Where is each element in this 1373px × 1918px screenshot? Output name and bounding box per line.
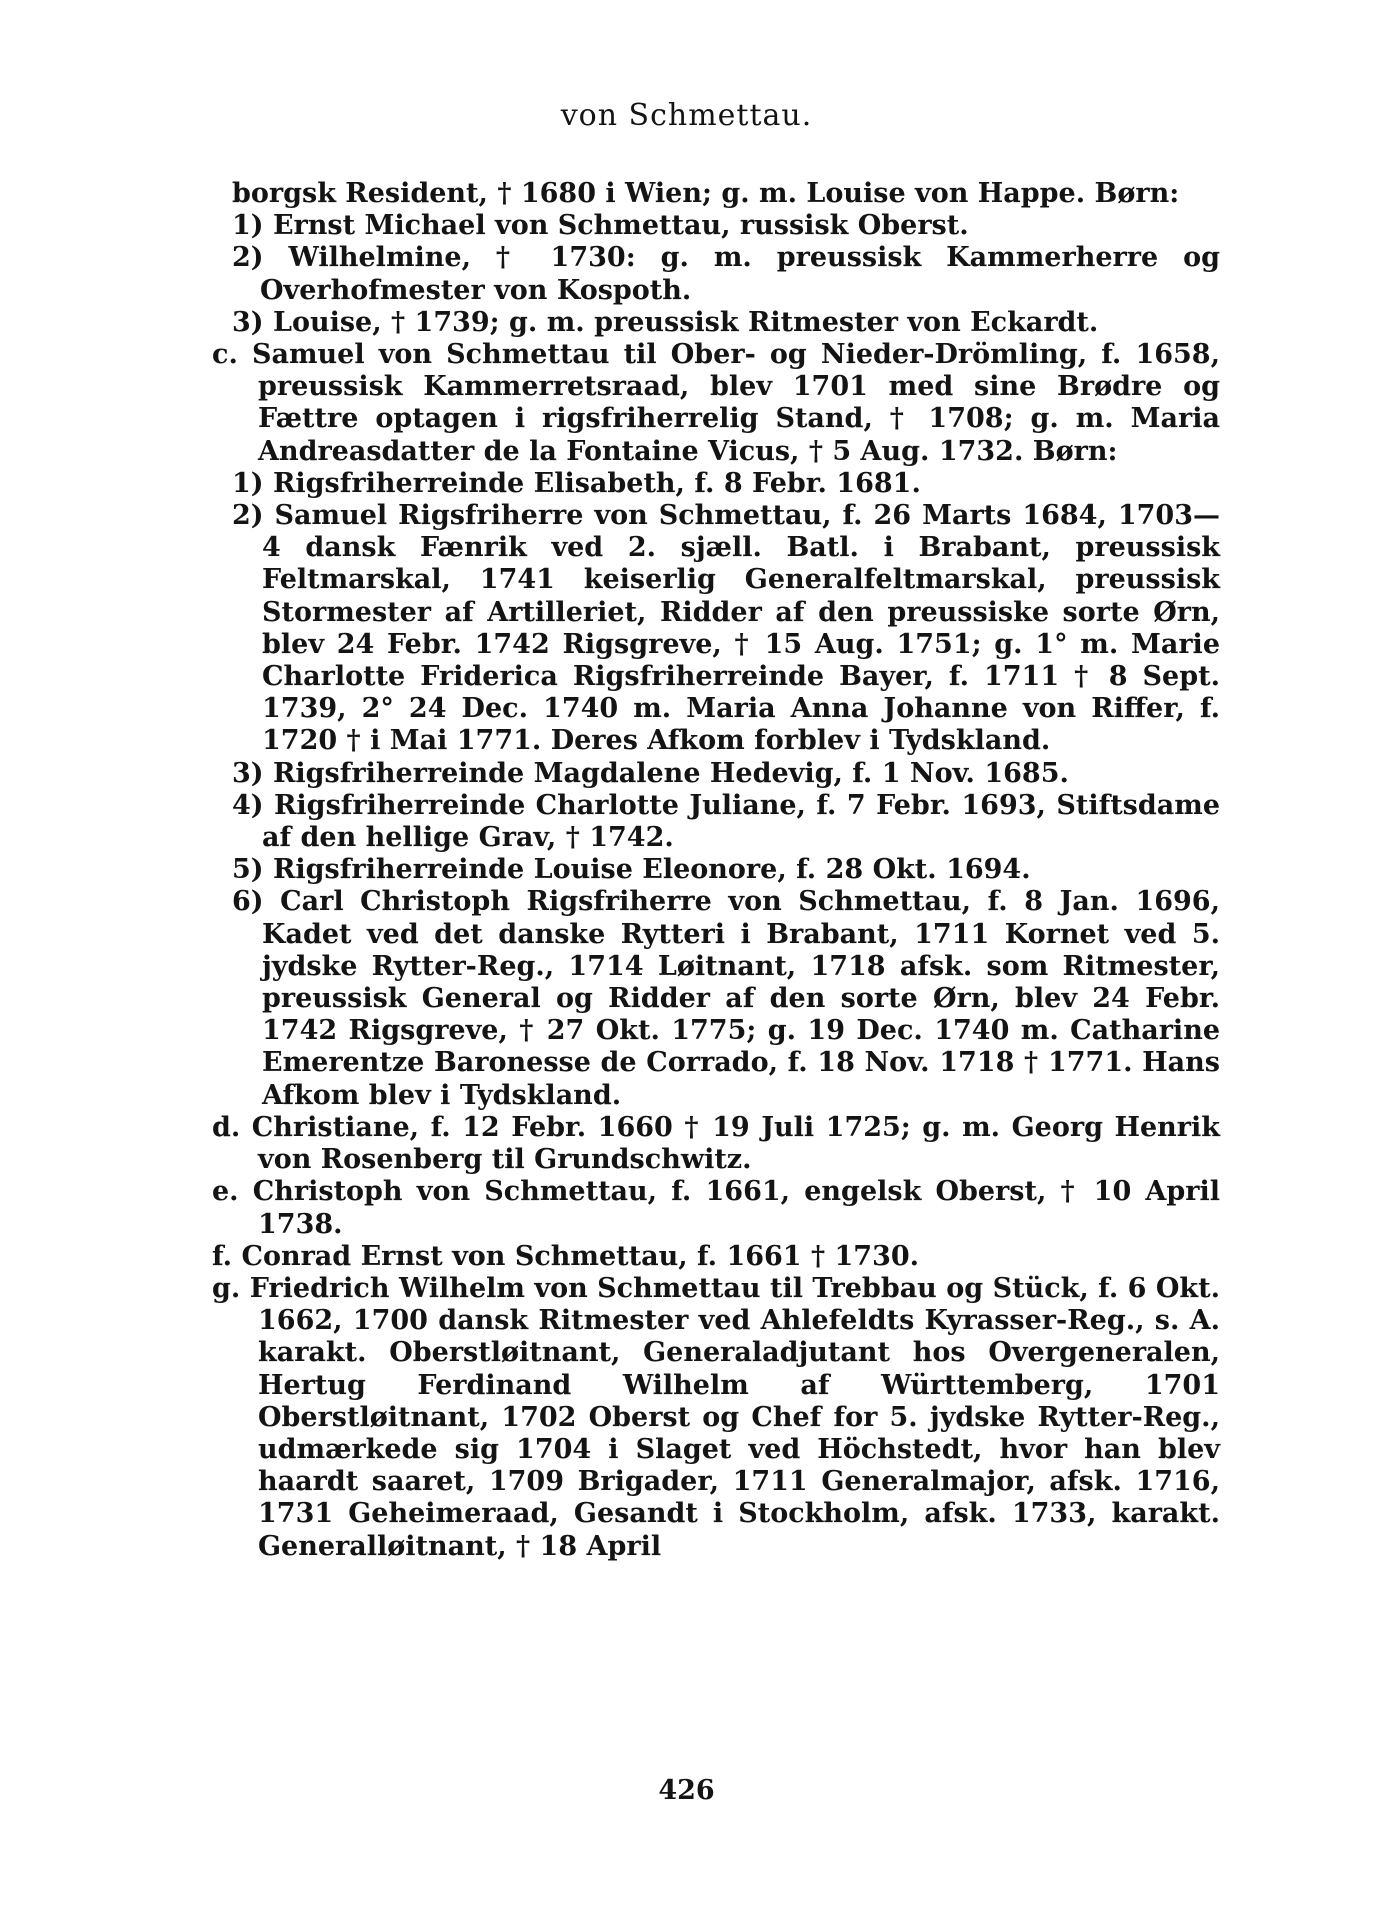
list-item: 3) Rigsfriherreinde Magdalene Hedevig, f. 1 Nov. 1685.	[232, 757, 1069, 789]
running-header: von Schmettau.	[560, 98, 813, 133]
list-item: c. Samuel von Schmettau til Ober- og Nieder-Drömling, f. 1658, preussisk Kammerretsraad, blev 1701 med sine Brødre og Fættre optagen i rigsfriherrelig Stand, † 1708; g. m. Maria Andreasdatter de la Fontaine Vicus, † 5 Aug. 1732. Børn:	[212, 339, 1220, 467]
paragraph: borgsk Resident, † 1680 i Wien; g. m. Louise von Happe. Børn:	[232, 178, 1180, 209]
list-item: 1) Rigsfriherreinde Elisabeth, f. 8 Febr. 1681.	[232, 467, 921, 499]
list-item: 5) Rigsfriherreinde Louise Eleonore, f. 28 Okt. 1694.	[232, 854, 1031, 886]
page-number: 426	[658, 1775, 715, 1806]
document-body	[212, 178, 1220, 1563]
list-item: d. Christiane, f. 12 Febr. 1660 † 19 Juli 1725; g. m. Georg Henrik von Rosenberg til Grundschwitz.	[212, 1111, 1220, 1176]
list-item: f. Conrad Ernst von Schmettau, f. 1661 † 1730.	[212, 1240, 920, 1272]
list-item: 6) Carl Christoph Rigsfriherre von Schmettau, f. 8 Jan. 1696, Kadet ved det danske Rytteri i Brabant, 1711 Kornet ved 5. jydske Rytter-Reg., 1714 Løitnant, 1718 afsk. som Ritmester, preussisk General og Ridder af den sorte Ørn, blev 24 Febr. 1742 Rigsgreve, † 27 Okt. 1775; g. 19 Dec. 1740 m. Catharine Emerentze Baronesse de Corrado, f. 18 Nov. 1718 † 1771. Hans Afkom blev i Tydskland.	[232, 886, 1220, 1111]
list-item: 3) Louise, † 1739; g. m. preussisk Ritmester von Eckardt.	[232, 306, 1099, 338]
list-item: 1) Ernst Michael von Schmettau, russisk Oberst.	[232, 210, 969, 242]
list-item: 2) Samuel Rigsfriherre von Schmettau, f. 26 Marts 1684, 1703—4 dansk Fænrik ved 2. sjæll. Batl. i Brabant, preussisk Feltmarskal, 1741 keiserlig Generalfeltmarskal, preussisk Stormester af Artilleriet, Ridder af den preussiske sorte Ørn, blev 24 Febr. 1742 Rigsgreve, † 15 Aug. 1751; g. 1° m. Marie Charlotte Friderica Rigsfriherreinde Bayer, f. 1711 † 8 Sept. 1739, 2° 24 Dec. 1740 m. Maria Anna Johanne von Riffer, f. 1720 † i Mai 1771. Deres Afkom forblev i Tydskland.	[232, 500, 1220, 757]
list-item: 4) Rigsfriherreinde Charlotte Juliane, f. 7 Febr. 1693, Stiftsdame af den hellige Grav, † 1742.	[232, 789, 1220, 854]
list-item: e. Christoph von Schmettau, f. 1661, engelsk Oberst, † 10 April 1738.	[212, 1176, 1220, 1240]
list-item: g. Friedrich Wilhelm von Schmettau til Trebbau og Stück, f. 6 Okt. 1662, 1700 dansk Ritmester ved Ahlefeldts Kyrasser-Reg., s. A. karakt. Oberstløitnant, Generaladjutant hos Overgeneralen, Hertug Ferdinand Wilhelm af Württemberg, 1701 Oberstløitnant, 1702 Oberst og Chef for 5. jydske Rytter-Reg., udmærkede sig 1704 i Slaget ved Höchstedt, hvor han blev haardt saaret, 1709 Brigader, 1711 Generalmajor, afsk. 1716, 1731 Geheimeraad, Gesandt i Stockholm, afsk. 1733, karakt. Generalløitnant, † 18 April	[212, 1272, 1220, 1562]
list-item: 2) Wilhelmine, † 1730: g. m. preussisk Kammerherre og Overhofmester von Kospoth.	[232, 242, 1220, 306]
